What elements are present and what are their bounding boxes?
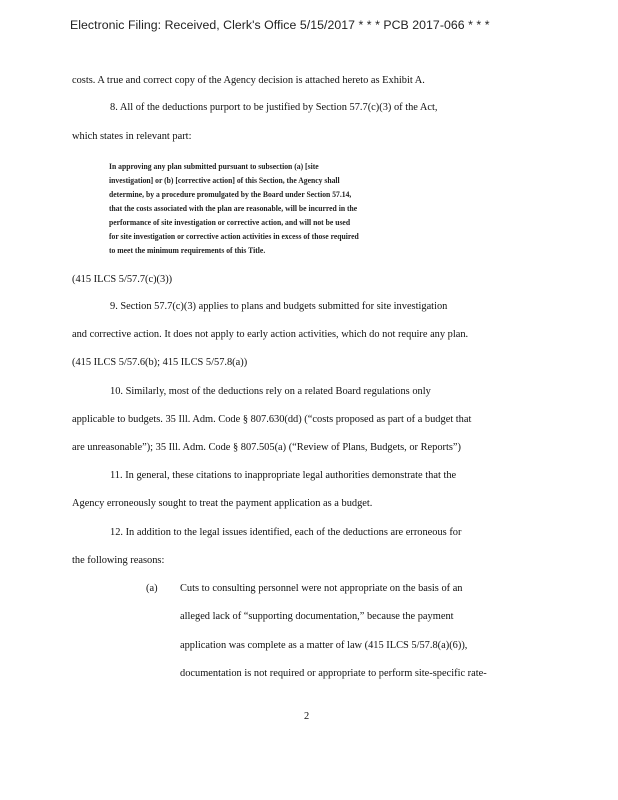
paragraph-11-line: Agency erroneously sought to treat the payment application as a budget. bbox=[72, 498, 373, 509]
filing-header: Electronic Filing: Received, Clerk's Office 5/15/2017 * * * PCB 2017-066 * * * bbox=[70, 18, 490, 32]
citation: (415 ILCS 5/57.7(c)(3)) bbox=[72, 274, 173, 285]
block-quote-line: for site investigation or corrective action activities in excess of those required bbox=[109, 231, 359, 241]
paragraph-9-line: 9. Section 57.7(c)(3) applies to plans and budgets submitted for site investigation bbox=[110, 301, 448, 312]
block-quote-line: that the costs associated with the plan are reasonable, will be incurred in the bbox=[109, 203, 358, 213]
paragraph-9-line: (415 ILCS 5/57.6(b); 415 ILCS 5/57.8(a)) bbox=[72, 357, 248, 368]
list-item-line: documentation is not required or appropriate to perform site-specific rate- bbox=[180, 668, 487, 679]
list-item-line: alleged lack of “supporting documentation,” because the payment bbox=[180, 611, 454, 622]
block-quote-line: determine, by a procedure promulgated by the Board under Section 57.14, bbox=[109, 189, 352, 199]
paragraph-8-line: 8. All of the deductions purport to be justified by Section 57.7(c)(3) of the Act, bbox=[110, 102, 438, 113]
list-item-line: Cuts to consulting personnel were not appropriate on the basis of an bbox=[180, 583, 463, 594]
paragraph-9-line: and corrective action. It does not apply to early action activities, which do not require any plan. bbox=[72, 329, 469, 340]
page-number: 2 bbox=[304, 711, 310, 722]
paragraph-10-line: 10. Similarly, most of the deductions rely on a related Board regulations only bbox=[110, 386, 431, 397]
paragraph-12-line: 12. In addition to the legal issues identified, each of the deductions are erroneous for bbox=[110, 527, 462, 538]
paragraph-10-line: are unreasonable”); 35 Ill. Adm. Code § 807.505(a) (“Review of Plans, Budgets, or Reports”) bbox=[72, 442, 461, 453]
paragraph-11-line: 11. In general, these citations to inappropriate legal authorities demonstrate that the bbox=[110, 470, 457, 481]
paragraph-7-end: costs. A true and correct copy of the Agency decision is attached hereto as Exhibit A. bbox=[72, 75, 425, 86]
list-item-label: (a) bbox=[146, 583, 158, 594]
block-quote-line: In approving any plan submitted pursuant to subsection (a) [site bbox=[109, 161, 319, 171]
block-quote-line: performance of site investigation or corrective action, and will not be used bbox=[109, 217, 351, 227]
paragraph-8-line: which states in relevant part: bbox=[72, 131, 192, 142]
paragraph-10-line: applicable to budgets. 35 Ill. Adm. Code § 807.630(dd) (“costs proposed as part of a budget that bbox=[72, 414, 472, 425]
block-quote-line: to meet the minimum requirements of this Title. bbox=[109, 245, 266, 255]
block-quote-line: investigation] or (b) [corrective action] of this Section, the Agency shall bbox=[109, 175, 340, 185]
list-item-line: application was complete as a matter of law (415 ILCS 5/57.8(a)(6)), bbox=[180, 640, 468, 651]
paragraph-12-line: the following reasons: bbox=[72, 555, 165, 566]
